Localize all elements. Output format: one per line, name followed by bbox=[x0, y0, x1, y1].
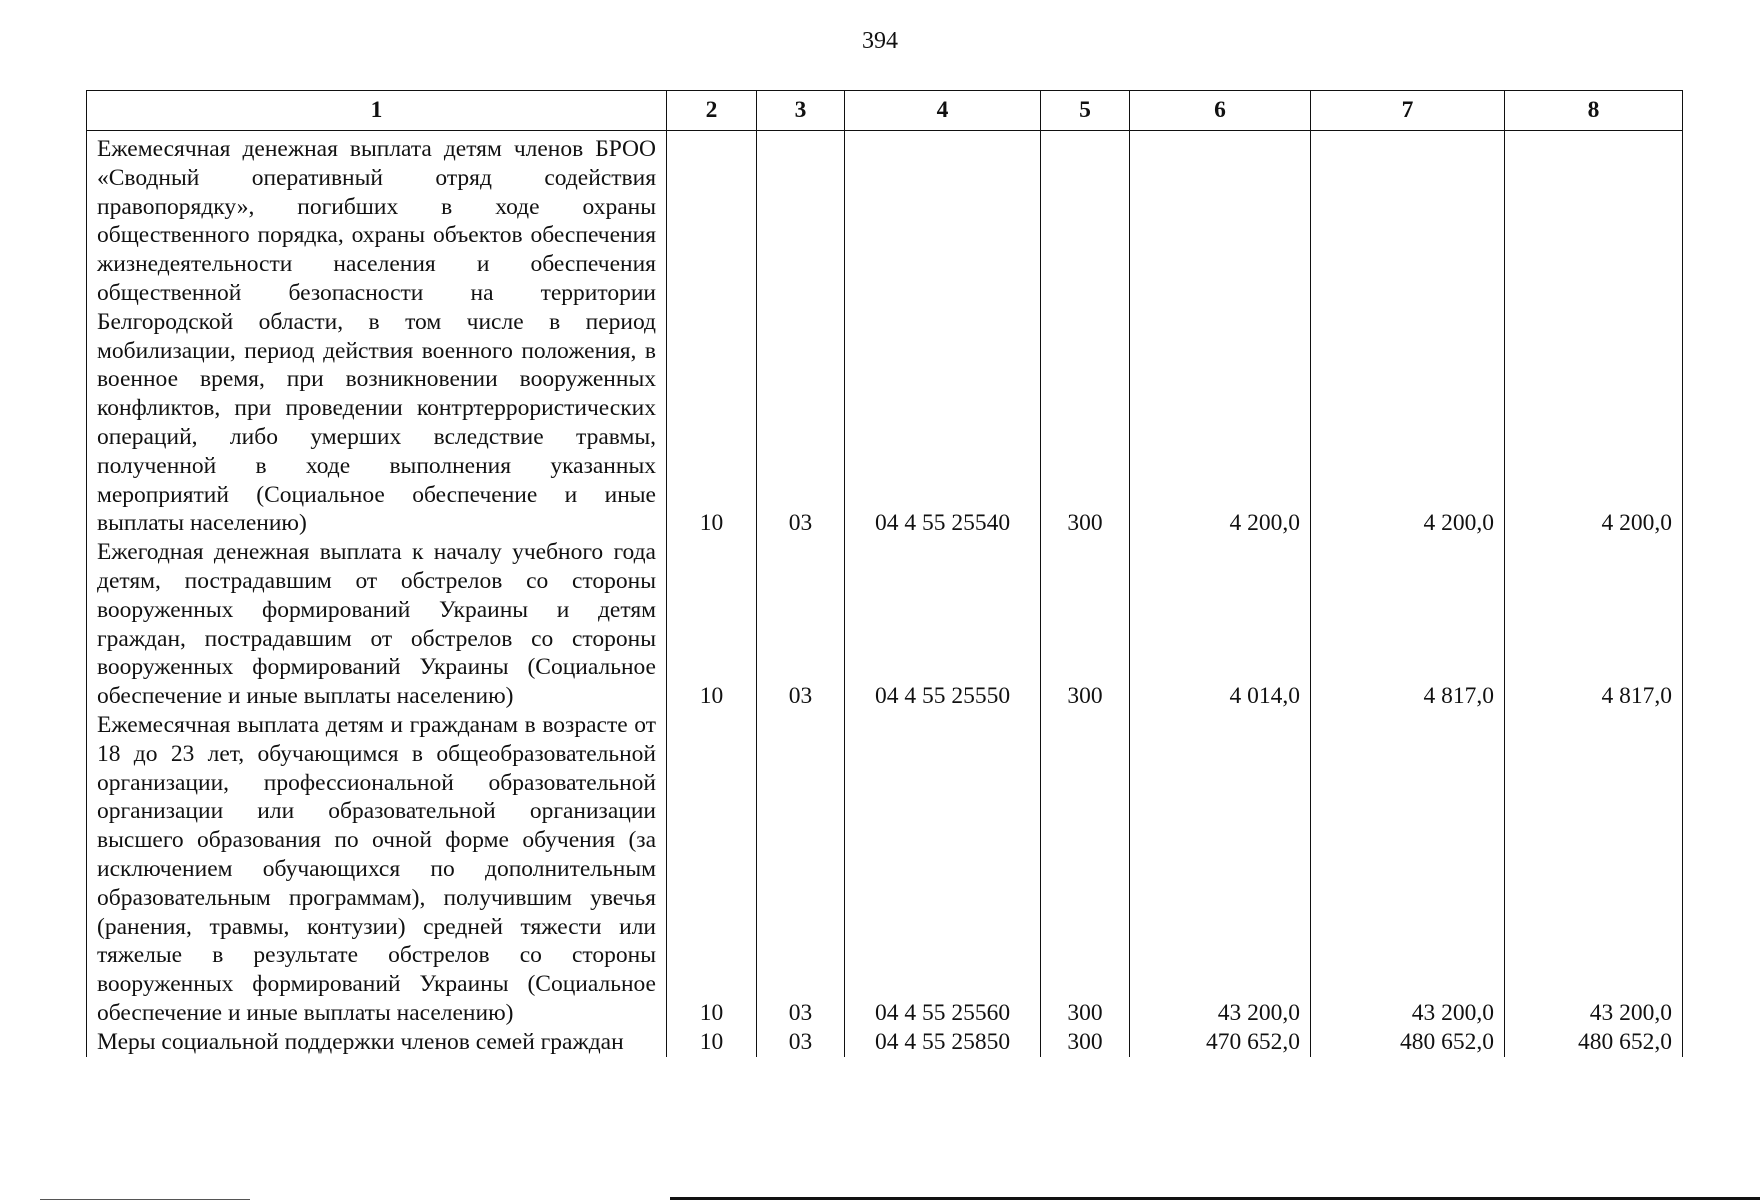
target-article-code: 04 4 55 25550 bbox=[845, 538, 1041, 711]
section-code: 10 bbox=[667, 131, 757, 539]
amount-col7: 4 817,0 bbox=[1311, 538, 1505, 711]
amount-col7: 480 652,0 bbox=[1311, 1028, 1505, 1057]
column-header: 7 bbox=[1311, 91, 1505, 131]
amount-col7: 43 200,0 bbox=[1311, 711, 1505, 1028]
column-header: 4 bbox=[845, 91, 1041, 131]
column-header: 5 bbox=[1041, 91, 1130, 131]
amount-col8: 480 652,0 bbox=[1505, 1028, 1683, 1057]
subsection-code: 03 bbox=[757, 711, 845, 1028]
section-code: 10 bbox=[667, 1028, 757, 1057]
target-article-code: 04 4 55 25540 bbox=[845, 131, 1041, 539]
amount-col6: 4 014,0 bbox=[1130, 538, 1311, 711]
expense-type-code: 300 bbox=[1041, 538, 1130, 711]
amount-col8: 4 817,0 bbox=[1505, 538, 1683, 711]
column-header: 8 bbox=[1505, 91, 1683, 131]
subsection-code: 03 bbox=[757, 131, 845, 539]
budget-table bbox=[86, 90, 1683, 1057]
expense-type-code: 300 bbox=[1041, 711, 1130, 1028]
row-description: Ежемесячная выплата детям и гражданам в возрасте от 18 до 23 лет, обучающимся в общеобразовательной организации, профессиональной образовательной организации или образовательной организации высшего образования по очной форме обучения (за исключением обучающихся по дополнительным образовательным программам), получившим увечья (ранения, травмы, контузии) средней тяжести или тяжелые в результате обстрелов со стороны вооруженных формирований Украины (Социальное обеспечение и иные выплаты населению) bbox=[87, 711, 667, 1028]
amount-col6: 43 200,0 bbox=[1130, 711, 1311, 1028]
table-row bbox=[87, 711, 1683, 1028]
section-code: 10 bbox=[667, 711, 757, 1028]
page-number: 394 bbox=[862, 28, 898, 54]
column-header: 1 bbox=[87, 91, 667, 131]
header-row bbox=[87, 91, 1683, 131]
row-description: Ежемесячная денежная выплата детям членов БРОО «Сводный оперативный отряд содействия правопорядку», погибших в ходе охраны общественного порядка, охраны объектов обеспечения жизнедеятельности населения и обеспечения общественной безопасности на территории Белгородской области, в том числе в период мобилизации, период действия военного положения, в военное время, при возникновении вооруженных конфликтов, при проведении контртеррористических операций, либо умерших вследствие травмы, полученной в ходе выполнения указанных мероприятий (Социальное обеспечение и иные выплаты населению) bbox=[87, 131, 667, 539]
expense-type-code: 300 bbox=[1041, 131, 1130, 539]
target-article-code: 04 4 55 25560 bbox=[845, 711, 1041, 1028]
row-description: Ежегодная денежная выплата к началу учебного года детям, пострадавшим от обстрелов со стороны вооруженных формирований Украины и детям граждан, пострадавшим от обстрелов со стороны вооруженных формирований Украины (Социальное обеспечение и иные выплаты населению) bbox=[87, 538, 667, 711]
table-row bbox=[87, 131, 1683, 539]
table-row bbox=[87, 538, 1683, 711]
section-code: 10 bbox=[667, 538, 757, 711]
target-article-code: 04 4 55 25850 bbox=[845, 1028, 1041, 1057]
table-header bbox=[87, 91, 1683, 131]
amount-col8: 43 200,0 bbox=[1505, 711, 1683, 1028]
amount-col8: 4 200,0 bbox=[1505, 131, 1683, 539]
row-description: Меры социальной поддержки членов семей граждан bbox=[87, 1028, 667, 1057]
table-row bbox=[87, 1028, 1683, 1057]
subsection-code: 03 bbox=[757, 1028, 845, 1057]
column-header: 2 bbox=[667, 91, 757, 131]
amount-col6: 470 652,0 bbox=[1130, 1028, 1311, 1057]
table-body bbox=[87, 131, 1683, 1057]
column-header: 6 bbox=[1130, 91, 1311, 131]
column-header: 3 bbox=[757, 91, 845, 131]
subsection-code: 03 bbox=[757, 538, 845, 711]
amount-col7: 4 200,0 bbox=[1311, 131, 1505, 539]
expense-type-code: 300 bbox=[1041, 1028, 1130, 1057]
amount-col6: 4 200,0 bbox=[1130, 131, 1311, 539]
